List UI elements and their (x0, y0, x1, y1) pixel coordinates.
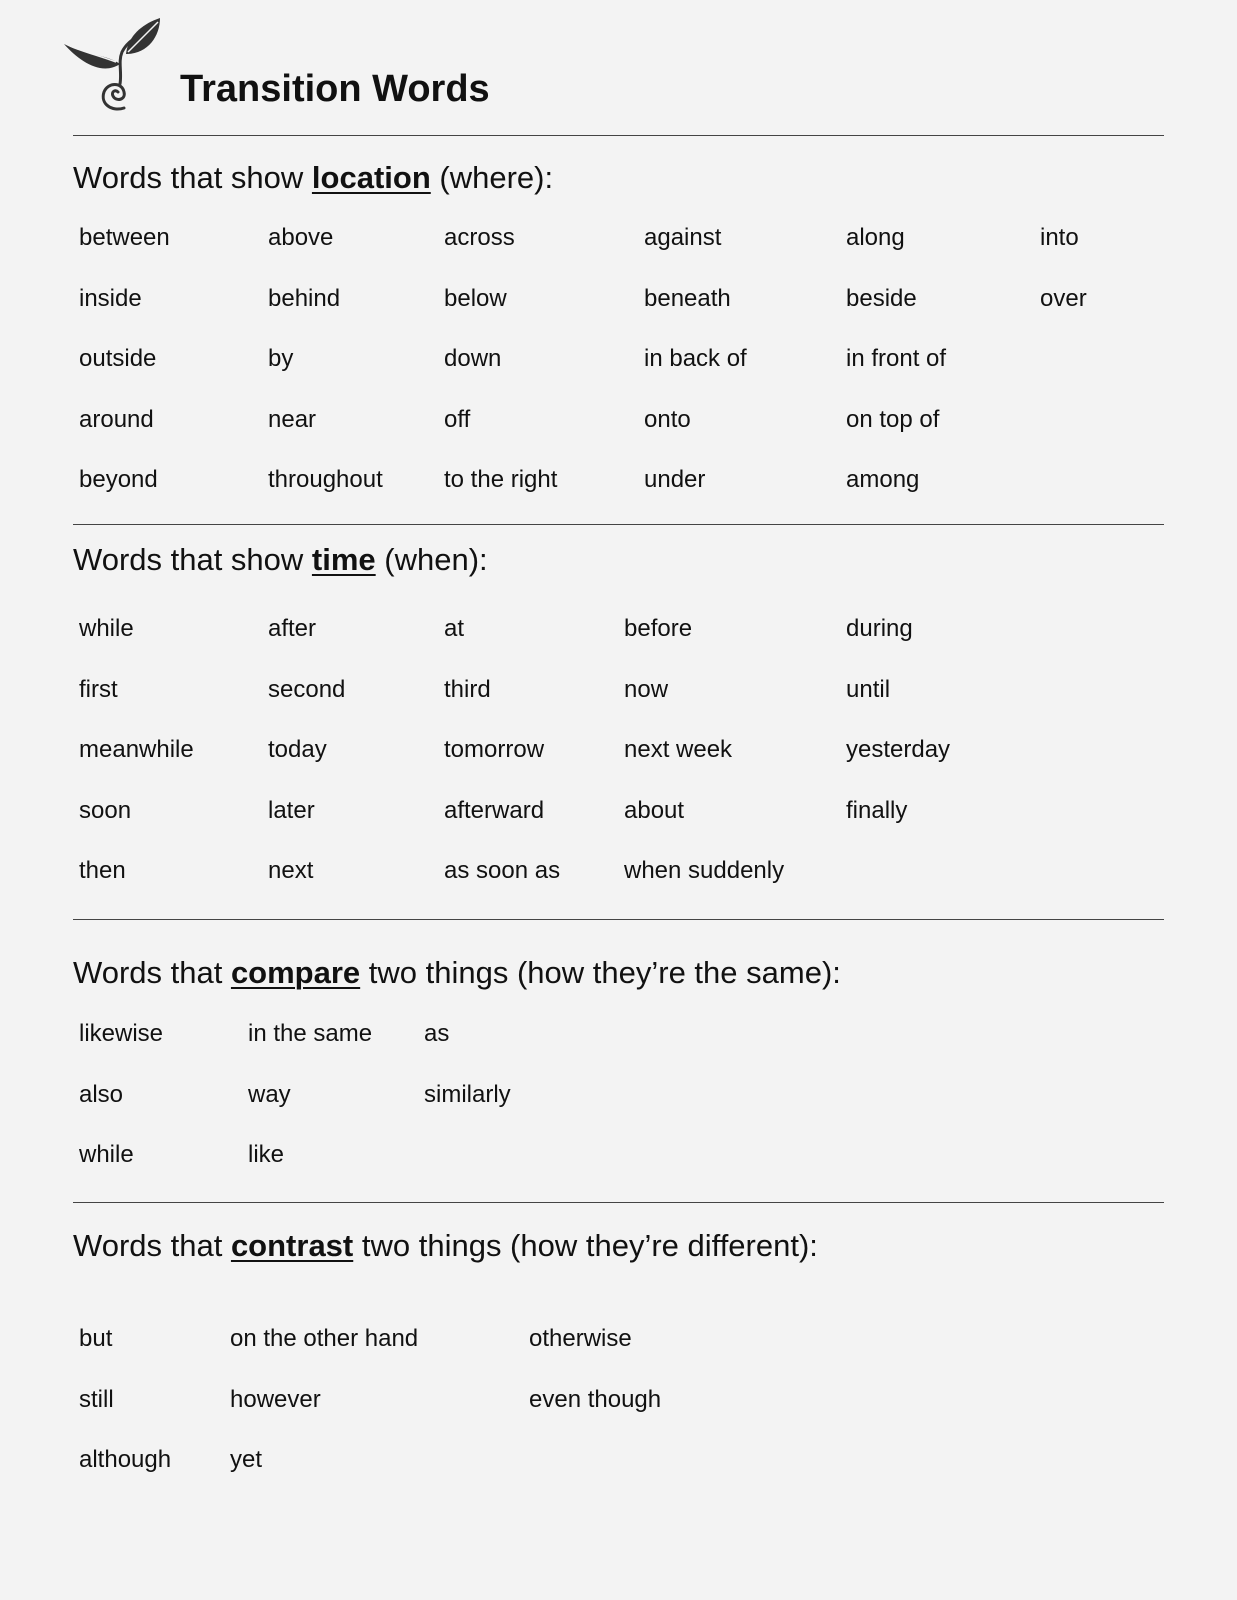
transition-word: while (79, 615, 134, 642)
transition-word: into (1040, 224, 1079, 251)
transition-word: on the other hand (230, 1325, 419, 1352)
transition-word: over (1040, 285, 1087, 312)
time-section-heading (73, 544, 488, 575)
transition-word: as (424, 1020, 450, 1047)
transition-word: first (79, 676, 118, 703)
transition-word: yesterday (846, 736, 951, 763)
title-divider (73, 135, 1164, 136)
transition-word: beside (846, 285, 917, 312)
heading-keyword: contrast (230, 1228, 354, 1263)
heading-prefix: Words that (73, 1228, 231, 1263)
transition-word: across (444, 224, 515, 251)
transition-word: however (230, 1386, 321, 1413)
transition-word: even though (529, 1386, 662, 1413)
transition-word: above (268, 224, 334, 251)
transition-word: before (624, 615, 693, 642)
transition-word: below (444, 285, 507, 312)
heading-prefix: Words that (73, 955, 231, 990)
transition-word: along (846, 224, 905, 251)
transition-word: near (268, 406, 317, 433)
sprout-logo-icon (60, 14, 170, 124)
transition-word: throughout (268, 466, 383, 493)
heading-suffix: (when): (375, 542, 488, 577)
transition-word: like (248, 1141, 285, 1168)
transition-word: inside (79, 285, 142, 312)
transition-word: under (644, 466, 706, 493)
transition-word: by (268, 345, 294, 372)
transition-word: next week (624, 736, 733, 763)
transition-word: at (444, 615, 465, 642)
transition-word: meanwhile (79, 736, 194, 763)
transition-word: third (444, 676, 491, 703)
compare-section-heading (73, 957, 841, 988)
heading-suffix: two things (how they’re different): (353, 1228, 818, 1263)
transition-word: then (79, 857, 126, 884)
transition-word: on top of (846, 406, 940, 433)
transition-word: later (268, 797, 315, 824)
heading-keyword: time (311, 542, 376, 577)
transition-word: also (79, 1081, 124, 1108)
transition-word: when suddenly (624, 857, 785, 884)
transition-word: off (444, 406, 471, 433)
transition-word: as soon as (444, 857, 561, 884)
location-section-heading (73, 162, 553, 193)
transition-word: otherwise (529, 1325, 632, 1352)
transition-word: about (624, 797, 685, 824)
transition-word: but (79, 1325, 113, 1352)
transition-word: beneath (644, 285, 731, 312)
transition-word: yet (230, 1446, 263, 1473)
time-divider (73, 919, 1164, 920)
transition-word: after (268, 615, 317, 642)
transition-word: beyond (79, 466, 158, 493)
contrast-section-heading (73, 1230, 818, 1261)
transition-word: second (268, 676, 346, 703)
transition-word: around (79, 406, 154, 433)
transition-word: among (846, 466, 920, 493)
transition-word: soon (79, 797, 132, 824)
transition-word: until (846, 676, 891, 703)
transition-word: now (624, 676, 669, 703)
heading-prefix: Words that show (73, 160, 312, 195)
transition-word: similarly (424, 1081, 511, 1108)
transition-word: down (444, 345, 502, 372)
transition-word: against (644, 224, 722, 251)
transition-word: in the same (248, 1020, 373, 1047)
document-title: Transition Words (180, 68, 490, 110)
transition-word: in back of (644, 345, 747, 372)
transition-word: afterward (444, 797, 545, 824)
transition-word: finally (846, 797, 908, 824)
transition-word: to the right (444, 466, 558, 493)
transition-word: outside (79, 345, 157, 372)
location-divider (73, 524, 1164, 525)
transition-word: still (79, 1386, 114, 1413)
transition-word: likewise (79, 1020, 164, 1047)
heading-suffix: (where): (430, 160, 554, 195)
transition-word: way (248, 1081, 291, 1108)
transition-word: in front of (846, 345, 947, 372)
heading-prefix: Words that show (73, 542, 312, 577)
heading-suffix: two things (how they’re the same): (360, 955, 841, 990)
transition-word: tomorrow (444, 736, 545, 763)
compare-divider (73, 1202, 1164, 1203)
transition-word: between (79, 224, 170, 251)
transition-word: behind (268, 285, 341, 312)
transition-word: while (79, 1141, 134, 1168)
heading-keyword: compare (230, 955, 361, 990)
transition-word: although (79, 1446, 172, 1473)
transition-word: today (268, 736, 327, 763)
transition-word: next (268, 857, 314, 884)
transition-word: during (846, 615, 913, 642)
transition-word: onto (644, 406, 691, 433)
heading-keyword: location (311, 160, 431, 195)
